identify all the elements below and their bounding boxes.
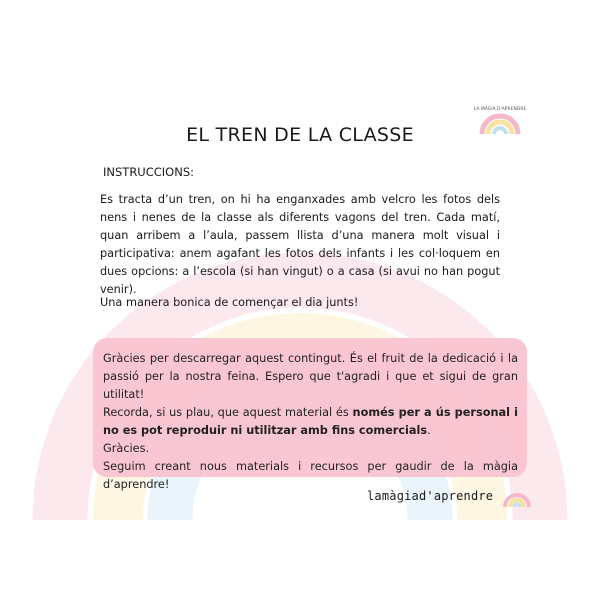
footer-brand: lamàgiad'aprendre — [367, 489, 494, 503]
closing-sentence: Una manera bonica de començar el dia junts! — [100, 296, 359, 309]
page-title: EL TREN DE LA CLASSE — [186, 124, 414, 146]
logo-text: LA MÀGIA D'APRENDRE — [473, 107, 527, 112]
footer-rainbow-icon — [502, 486, 532, 508]
notice-closing: Seguim creant nous materials i recursos per gaudir de la màgia d’aprendre! — [103, 460, 518, 491]
notice-usage — [103, 404, 518, 440]
notice-usage-text: Recorda, si us plau, que aquest material és — [103, 406, 353, 419]
notice-thanks: Gràcies per descarregar aquest contingut. És el fruit de la dedicació i la passió per la nostra feina. Espero que t'agradi i que et sigui de gran utilitat! — [103, 352, 518, 401]
notice-box — [93, 338, 527, 491]
instructions-paragraph: Es tracta d’un tren, on hi ha enganxades amb velcro les fotos dels nens i nenes de la classe als diferents vagons del tren. Cada matí, quan arribem a l’aula, passem llista d’una manera molt visual i participativa: anem agafant les fotos dels infants i les col·loquem en dues opcions: a l’escola (si han vingut) o a casa (si avui no han pogut venir). — [100, 193, 500, 296]
notice-usage-bold: només per a ús personal i no es pot reproduir ni utilitzar amb fins comercials — [103, 406, 518, 437]
instructions-heading: INSTRUCCIONS: — [103, 165, 195, 179]
notice-gracies: Gràcies. — [103, 442, 150, 455]
notice-usage-end: . — [427, 424, 431, 437]
